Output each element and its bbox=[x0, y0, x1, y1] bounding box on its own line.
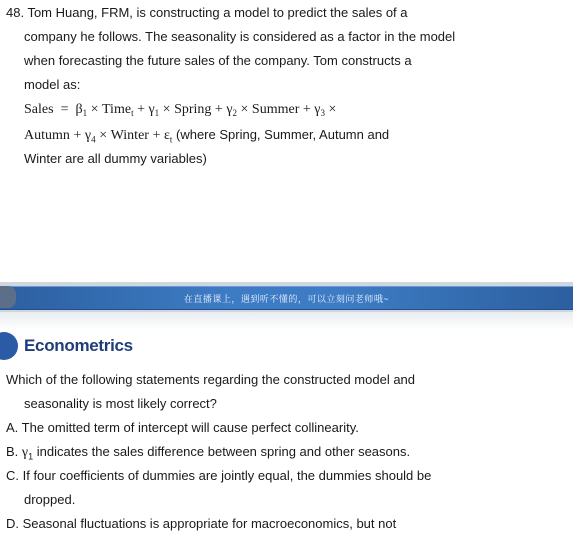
formula-line-1: Sales = $\beta_1$ × Time$_t$ + $\gamma_1$ × Spring + $\gamma_2$ × Summer + $\gamma_3$ × bbox=[24, 102, 337, 118]
question-line-2: company he follows. The seasonality is considered as a factor in the model bbox=[24, 29, 456, 44]
prompt-line-1: Which of the following statements regarding the constructed model and bbox=[6, 372, 416, 387]
option-c-continued: dropped. bbox=[24, 492, 76, 507]
question-line-4: model as: bbox=[24, 77, 81, 92]
option-b: B. $\gamma_1$ indicates the sales difference between spring and other seasons. bbox=[6, 444, 411, 462]
question-line-3: when forecasting the future sales of the company. Tom constructs a bbox=[24, 53, 412, 68]
option-d: D. Seasonal fluctuations is appropriate for macroeconomics, but not bbox=[6, 516, 397, 531]
formula-line-2: Autumn + $\gamma_4$ × Winter + $\varepsilon_t$ (where Spring, Summer, Autumn and bbox=[24, 127, 390, 145]
question-line-7: Winter are all dummy variables) bbox=[24, 151, 207, 166]
section-header-shade bbox=[0, 312, 573, 330]
banner-left-tab bbox=[0, 286, 16, 308]
question-line-1: 48. Tom Huang, FRM, is constructing a model to predict the sales of a bbox=[6, 5, 408, 20]
live-class-banner bbox=[0, 286, 573, 310]
banner-text: 在直播课上，遇到听不懂的，可以立刻问老师哦~ bbox=[183, 294, 390, 304]
option-c: C. If four coefficients of dummies are jointly equal, the dummies should be bbox=[6, 468, 432, 483]
section-marker-icon bbox=[0, 332, 18, 360]
prompt-line-2: seasonality is most likely correct? bbox=[24, 396, 217, 411]
formula-sales: Sales bbox=[24, 102, 54, 117]
option-a: A. The omitted term of intercept will cause perfect collinearity. bbox=[6, 420, 359, 435]
section-title: Econometrics bbox=[24, 336, 133, 355]
